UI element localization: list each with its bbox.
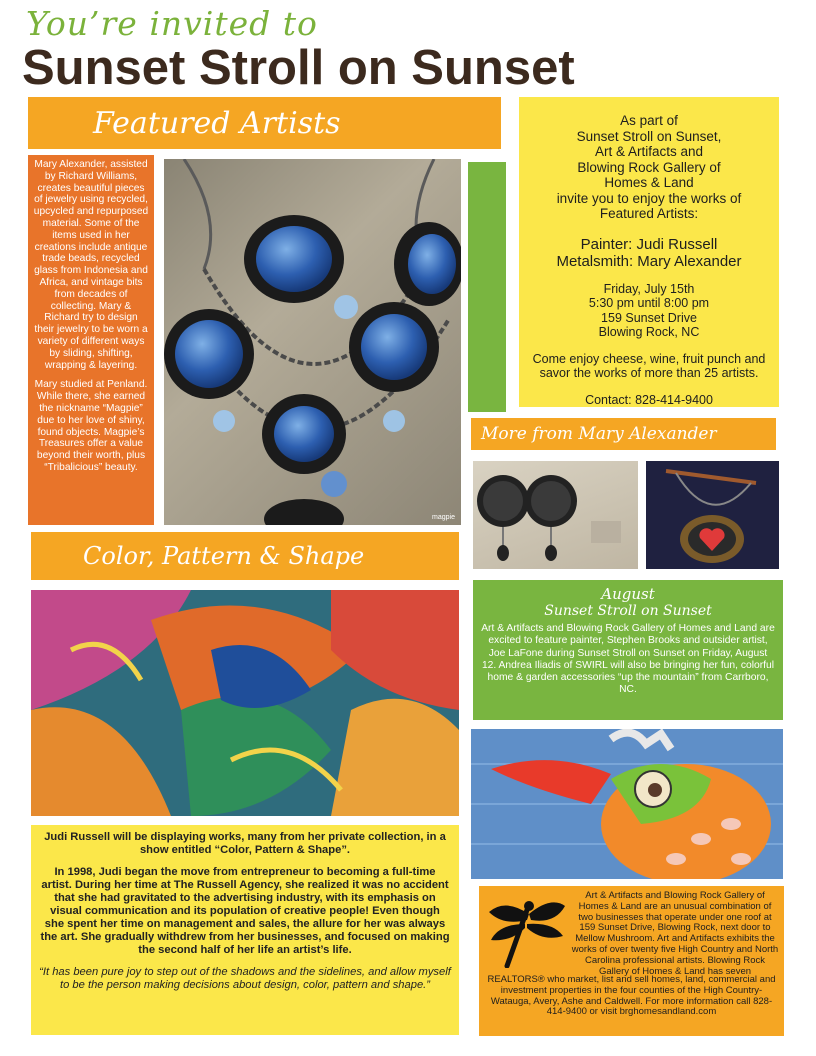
about-paragraph-2: REALTORS® who market, list and sell homes, land, commercial and investment properties in the four counties of the High Country-Watauga, Avery, Ashe and Caldwell. For more information call 828-414-9400 or visit brghomesandland.com <box>487 974 776 1018</box>
mary-bio-paragraph-2: Mary studied at Penland. While there, she earned the nickname “Magpie” due to her love of shiny, found objects. Magpie’s Treasures offer a value beyond their worth, plus “Tribalicious” beauty. <box>34 379 148 473</box>
judi-bio-paragraph-1: Judi Russell will be displaying works, many from her private collection, in a show entitled “Color, Pattern & Shape”. <box>44 831 446 856</box>
invite-line-3: Art & Artifacts and <box>594 144 704 159</box>
invited-heading: You’re invited to <box>26 4 318 43</box>
heart-pendant-illustration <box>646 461 779 569</box>
painting-illustration <box>31 590 459 816</box>
invite-address: 159 Sunset Drive <box>601 310 697 325</box>
invite-line-1: As part of <box>620 113 678 128</box>
more-from-mary-label: More from Mary Alexander <box>481 424 717 444</box>
mary-bio-paragraph-1: Mary Alexander, assisted by Richard Williams, creates beautiful pieces of jewelry using recycled, upcycled and repurposed material. Some of the items used in her creations include antique trade beads, recycled glass from Indonesia and Africa, and vintage bits from decades of collecting. Mary & Richard try to design their jewelry to be worn a variety of different ways by sliding, shifting, wrapping & layering. <box>33 159 149 371</box>
dragonfly-icon <box>485 896 567 968</box>
bird-illustration <box>471 729 783 879</box>
invite-date: Friday, July 15th <box>603 281 695 296</box>
about-paragraph-1: Art & Artifacts and Blowing Rock Gallery of Homes & Land are an unusual combination of two businesses that operate under one roof at 159 Sunset Drive, Blowing Rock, next door to Mellow Mushroom. Art and Artifacts exhibits the works of over twenty five High Country and North Carolina professional artists. Blowing Rock Gallery of Homes & Land has seven <box>571 890 779 977</box>
invite-contact: Contact: 828-414-9400 <box>585 392 713 407</box>
invite-panel <box>519 97 779 407</box>
invite-time: 5:30 pm until 8:00 pm <box>588 296 710 310</box>
about-gallery-panel <box>479 886 784 1036</box>
color-pattern-shape-label: Color, Pattern & Shape <box>83 542 365 570</box>
love-earrings-photo <box>473 461 638 569</box>
august-heading: August <box>601 585 655 603</box>
heart-pendant-photo <box>646 461 779 569</box>
invite-painter: Painter: Judi Russell <box>580 235 718 253</box>
invite-line-4: Blowing Rock Gallery of <box>577 159 721 175</box>
invite-line-5: Homes & Land <box>604 175 694 190</box>
green-accent-bar <box>468 162 506 412</box>
invite-line-6: invite you to enjoy the works of <box>556 190 742 206</box>
featured-artists-banner <box>28 97 501 149</box>
photo-credit: magpie <box>432 514 455 521</box>
judi-bio-panel <box>31 825 459 1035</box>
judi-quote: “It has been pure joy to step out of the shadows and the sidelines, and allow myself to be the person making decisions about design, color, pattern and shape.” <box>39 966 451 991</box>
earrings-illustration <box>473 461 638 569</box>
invite-line-7: Featured Artists: <box>599 206 699 221</box>
featured-artists-label: Featured Artists <box>93 105 341 141</box>
judi-russell-painting <box>31 590 459 816</box>
august-body: Art & Artifacts and Blowing Rock Gallery of Homes and Land are excited to feature painter, Stephen Brooks and outsider artist, Joe LaFone during Sunset Stroll on Sunset on Friday, August 12. Andrea Iliadis of SWIRL will also be bringing her fun, colorful home & garden accessories “up the mountain” from Carrboro, NC. <box>481 623 775 696</box>
invite-city: Blowing Rock, NC <box>598 325 700 339</box>
invite-enjoy: Come enjoy cheese, wine, fruit punch and savor the works of more than 25 artists. <box>532 351 766 380</box>
necklace-illustration <box>164 159 461 525</box>
invite-line-2: Sunset Stroll on Sunset, <box>576 128 722 144</box>
more-from-mary-banner <box>471 418 776 450</box>
august-event-panel <box>473 580 783 720</box>
judi-bio-paragraph-2: In 1998, Judi began the move from entrepreneur to becoming a full-time artist. During her time at The Russell Agency, she realized it was no accident that she had gravitated to the advertising industry, with its emphasis on visual communication and its population of creative people! Even though she spent her time on management and sales, the allure for her was always the art. She gradually withdrew from her businesses, and focused on making the second half of her life an artist’s life. <box>40 866 450 956</box>
mary-bio-column <box>28 155 154 525</box>
bird-artwork-photo <box>471 729 783 879</box>
page-title: Sunset Stroll on Sunset <box>22 41 575 95</box>
necklace-photo <box>164 159 461 525</box>
color-pattern-shape-banner <box>31 532 459 580</box>
invite-metalsmith: Metalsmith: Mary Alexander <box>556 252 742 270</box>
august-subheading: Sunset Stroll on Sunset <box>544 603 712 619</box>
